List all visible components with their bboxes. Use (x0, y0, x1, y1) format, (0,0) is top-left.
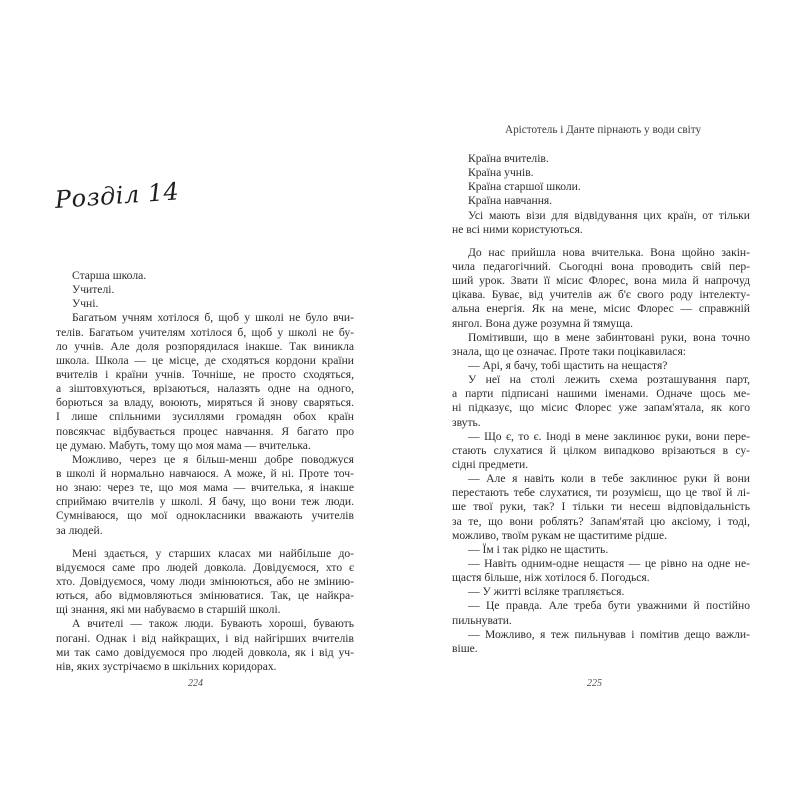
text-line: борються за владу, воюють, миряться й знову сваряться. (56, 396, 354, 410)
left-page-body (56, 269, 354, 674)
text-line: телів. Багатьом учителям хотілося б, щоб у школі не бу- (56, 325, 354, 339)
text-line: звуть. (452, 415, 481, 429)
text-line: — Арі, я бачу, тобі щастить на нещастя? (468, 358, 668, 372)
text-line: — Що є, то є. Іноді в мене заклинює руки, вони пере- (468, 429, 750, 443)
text-line: Помітивши, що в мене забинтовані руки, вона точно (468, 330, 750, 344)
text-line: — Можливо, я теж пильнував і помітив дещо важли- (468, 627, 750, 641)
text-line: щі знання, які ми набуваємо в старшій школі. (56, 603, 281, 617)
text-line: Країна вчителів. (468, 152, 549, 165)
running-head: Арістотель і Данте пірнають у води світу (505, 124, 702, 136)
text-line: стають слухатися й цілком випадково врізаються в су- (452, 443, 750, 457)
right-page-body (452, 152, 750, 656)
text-line: хто. Довідуємося, чому люди змінюються, або не змінию- (56, 574, 354, 588)
text-line: Сумніваюся, що мої однокласники вважають учителів (56, 509, 354, 523)
text-line: нів, яких зустрічаємо в шкільних коридорах. (56, 659, 277, 673)
text-line: сприймаю вчителів у школі. Я бачу, що вони теж люди. (56, 495, 354, 509)
text-line: А вчителі — також люди. Бувають хороші, бувають (72, 617, 354, 631)
paragraph-gap (56, 538, 354, 547)
text-line: — У житті всіляке трапляється. (468, 585, 625, 599)
chapter-title: Розділ 14 (54, 177, 181, 214)
text-line: ший урок. Звати її місис Флорес, вона мила й напрочуд (452, 274, 750, 288)
text-line: щастя більше, ніж хотілося б. Погодься. (452, 571, 650, 585)
text-line: Учителі. (72, 283, 115, 297)
text-line: а парти підписані нашими іменами. Одначе щось ме- (452, 387, 750, 401)
text-line: ло учнів. Але доля розпорядилася інакше. Так виникла (56, 339, 354, 353)
paragraph-gap (452, 237, 750, 246)
text-line: не всі ними користуються. (452, 222, 583, 236)
left-page-number: 224 (188, 678, 203, 689)
text-line: До нас прийшла нова вчителька. Вона щойно закін- (468, 245, 750, 259)
text-line: Країна старшої школи. (468, 180, 581, 194)
text-line: Учні. (72, 297, 99, 311)
text-line: альна енергія. Як на мене, місис Флорес — справжній (452, 302, 750, 316)
text-line: — Це правда. Але треба бути уважними й постійно (468, 599, 750, 613)
text-line: віше. (452, 641, 478, 655)
text-line: янгол. Вона дуже розумна й тямуща. (452, 316, 634, 330)
text-line: можливо, твоїм рукам не щаститиме рідше. (452, 528, 668, 542)
text-line: погані. Однак і від найкращих, і від найгірших вчителів (56, 631, 354, 645)
text-line: чила педагогічний. Сьогодні вона проводить свій пер- (452, 259, 750, 273)
text-line: за людей. (56, 523, 103, 537)
text-line: вчителів і країни учнів. Точніше, не просто сходяться, (56, 367, 354, 381)
text-line: — Навіть одним-одне нещастя — це рівно на одне не- (468, 556, 750, 570)
text-line: ми так само довідуємося про людей довкола, як і від уч- (56, 645, 354, 659)
text-line: школа. Школа — це місце, де сходяться кордони країни (56, 353, 354, 367)
text-line: цікава. Буває, від учителів аж б'є свого роду інтелекту- (452, 288, 750, 302)
text-line: Усі мають візи для відвідування цих країн, от тільки (468, 208, 750, 222)
text-line: Можливо, через це я більш-менш добре поводжуся (72, 452, 354, 466)
text-line: сідні предмети. (452, 457, 529, 471)
text-line: Старша школа. (72, 269, 147, 282)
text-line: ні підказує, що місис Флорес уже запам'ятала, як кого (452, 401, 750, 415)
text-line: Країна учнів. (468, 166, 534, 180)
text-line: за те, що вони роблять? Запам'ятай цю аксіому, і тоді, (452, 514, 750, 528)
text-line: повсякчас відбувається процес навчання. Я багато про (56, 424, 354, 438)
text-line: відуємося саме про людей довкола. Довідуємося, хто є (56, 560, 354, 574)
text-line: но знаю: через те, що моя мама — вчителька, я інакше (56, 481, 354, 495)
text-line: в школі й нормально навчаюся. А може, й ні. Проте точ- (56, 466, 354, 480)
right-page-number: 225 (587, 678, 602, 689)
text-line: Багатьом учням хотілося б, щоб у школі не було вчи- (72, 311, 354, 325)
text-line: перестають тебе слухатися, ти розумієш, що це твої й лі- (452, 486, 750, 500)
text-line: Мені здається, у старших класах ми найбільше до- (72, 546, 354, 560)
text-line: І лише спільними зусиллями громадян обох країн (56, 410, 354, 424)
text-line: ються, або відмовляються змінюватися. Так, це найкра- (56, 589, 354, 603)
text-line: пильнувати. (452, 613, 512, 627)
text-line: Країна навчання. (468, 194, 553, 208)
text-line: — Але я навіть коли в тебе заклинює руки й вони (468, 472, 750, 486)
text-line: а зіштовхуються, врізаються, налазять одне на одного, (56, 382, 354, 396)
text-line: — Їм і так рідко не щастить. (468, 542, 609, 556)
text-line: знала, що це означає. Проте таки поцікавилася: (452, 344, 686, 358)
text-line: ше твої руки, так? І тільки ти несеш відповідальність (452, 500, 750, 514)
text-line: У неї на столі лежить схема розташування парт, (468, 373, 750, 387)
text-line: це думаю. Мабуть, тому що моя мама — вчителька. (56, 438, 311, 452)
